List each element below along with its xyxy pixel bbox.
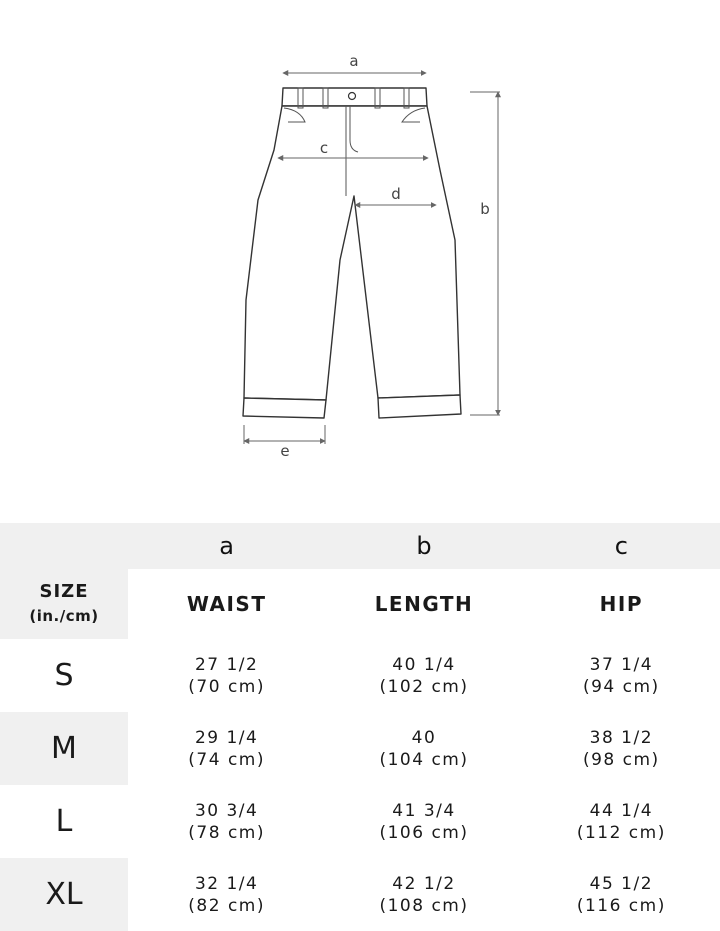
letter-a: a [128, 523, 325, 569]
waist-cell [128, 712, 325, 785]
letter-c: c [523, 523, 720, 569]
waist-inches: 27 1/2 [194, 654, 259, 675]
table-row-xl [0, 858, 720, 931]
hip-inches: 38 1/2 [589, 727, 654, 748]
hip-cell [523, 858, 720, 931]
waist-cell [128, 639, 325, 712]
hip-cm: (112 cm) [576, 822, 666, 843]
waist-inches: 29 1/4 [194, 727, 259, 748]
size-column-header [0, 569, 128, 639]
length-column-header: LENGTH [374, 592, 474, 616]
length-cell [325, 785, 522, 858]
waist-cm: (70 cm) [188, 676, 266, 697]
table-header-row [0, 569, 720, 639]
dimension-label-c: c [319, 139, 329, 157]
pants-outline [243, 88, 461, 418]
table-row-s [0, 639, 720, 712]
hip-inches: 45 1/2 [589, 873, 654, 894]
hip-inches: 37 1/4 [589, 654, 654, 675]
size-header-title: SIZE [39, 581, 89, 602]
dimension-label-a: a [349, 52, 359, 70]
length-cm: (108 cm) [379, 895, 469, 916]
length-inches: 41 3/4 [392, 800, 456, 821]
length-cm: (104 cm) [379, 749, 469, 770]
length-cell [325, 858, 522, 931]
length-cell [325, 712, 522, 785]
length-cm: (102 cm) [379, 676, 469, 697]
table-row-l [0, 785, 720, 858]
hip-cm: (94 cm) [582, 676, 660, 697]
length-cell [325, 639, 522, 712]
waist-cell [128, 858, 325, 931]
waist-cm: (78 cm) [188, 822, 266, 843]
measurement-letter-row [0, 523, 720, 569]
dimension-label-e: e [280, 442, 290, 460]
waist-cell [128, 785, 325, 858]
letter-b: b [325, 523, 522, 569]
size-cell: M [0, 712, 128, 785]
size-header-unit: (in./cm) [29, 607, 99, 625]
waist-inches: 32 1/4 [194, 873, 259, 894]
size-cell: XL [0, 858, 128, 931]
hip-cm: (98 cm) [582, 749, 660, 770]
length-inches: 40 1/4 [392, 654, 456, 675]
hip-column-header: HIP [599, 592, 643, 616]
waist-column-header: WAIST [186, 592, 267, 616]
hip-inches: 44 1/4 [589, 800, 654, 821]
waist-cm: (82 cm) [188, 895, 266, 916]
length-inches: 40 [411, 727, 437, 748]
size-chart-table [0, 523, 720, 931]
size-cell: L [55, 803, 73, 839]
hip-cell [523, 639, 720, 712]
table-row-m [0, 712, 720, 785]
waist-inches: 30 3/4 [194, 800, 259, 821]
letter-row-corner [0, 523, 128, 569]
hip-cell [523, 785, 720, 858]
dimension-label-b: b [480, 200, 490, 218]
size-cell: S [54, 657, 74, 693]
length-cm: (106 cm) [379, 822, 469, 843]
hip-cell [523, 712, 720, 785]
length-inches: 42 1/2 [392, 873, 456, 894]
waist-cm: (74 cm) [188, 749, 266, 770]
hip-cm: (116 cm) [576, 895, 666, 916]
dimension-label-d: d [391, 185, 401, 203]
